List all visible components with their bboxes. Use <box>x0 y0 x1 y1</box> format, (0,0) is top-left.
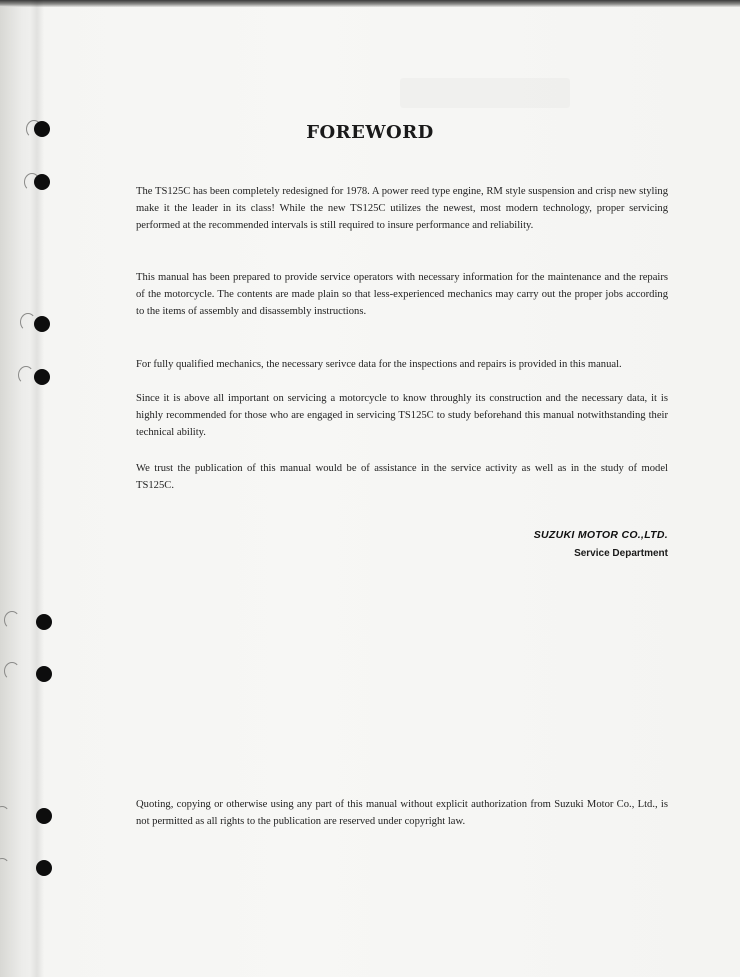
foreword-paragraph-4: Since it is above all important on servicing a motorcycle to know throughly its construction and the necessary data, it is highly recommended for those who are engaged in servicing TS125C to study beforehand this manual notwithstanding their technical ability. <box>136 393 668 439</box>
binder-hole <box>36 860 52 876</box>
signature-department: Service Department <box>574 548 668 559</box>
binder-hole-ring <box>4 611 20 629</box>
page-title: FOREWORD <box>306 122 434 143</box>
bleed-through-mark <box>400 78 570 108</box>
binder-hole <box>34 316 50 332</box>
binder-hole <box>34 369 50 385</box>
binder-hole-ring <box>18 366 34 384</box>
binder-hole <box>36 614 52 630</box>
copyright-notice: Quoting, copying or otherwise using any part of this manual without explicit authorization from Suzuki Motor Co., Ltd., is not permitted as all rights to the publication are reserved under copyright law. <box>136 799 668 828</box>
binder-hole <box>36 808 52 824</box>
binder-hole-ring <box>0 858 10 876</box>
foreword-paragraph-3: For fully qualified mechanics, the necessary serivce data for the inspections and repairs is provided in this manual. <box>136 359 622 370</box>
binder-hole-ring <box>0 806 10 824</box>
signature-company: SUZUKI MOTOR CO.,LTD. <box>533 529 668 541</box>
foreword-paragraph-5: We trust the publication of this manual would be of assistance in the service activity as well as in the study of model TS125C. <box>136 463 668 492</box>
foreword-paragraph-2: This manual has been prepared to provide service operators with necessary information for the maintenance and the repairs of the motorcycle. The contents are made plain so that less-experienced mechanics may carry out the proper jobs according to the items of assembly and disassembly instructions. <box>136 272 668 318</box>
foreword-paragraph-1: The TS125C has been completely redesigned for 1978. A power reed type engine, RM style suspension and crisp new styling make it the leader in its class! While the new TS125C utilizes the newest, most modern technology, proper servicing performed at the recommended intervals is still required to insure performance and reliability. <box>136 186 668 232</box>
binder-hole-ring <box>4 662 20 680</box>
binding-shadow <box>30 0 44 977</box>
page-top-edge <box>0 0 740 7</box>
binder-hole <box>34 174 50 190</box>
binder-hole <box>36 666 52 682</box>
